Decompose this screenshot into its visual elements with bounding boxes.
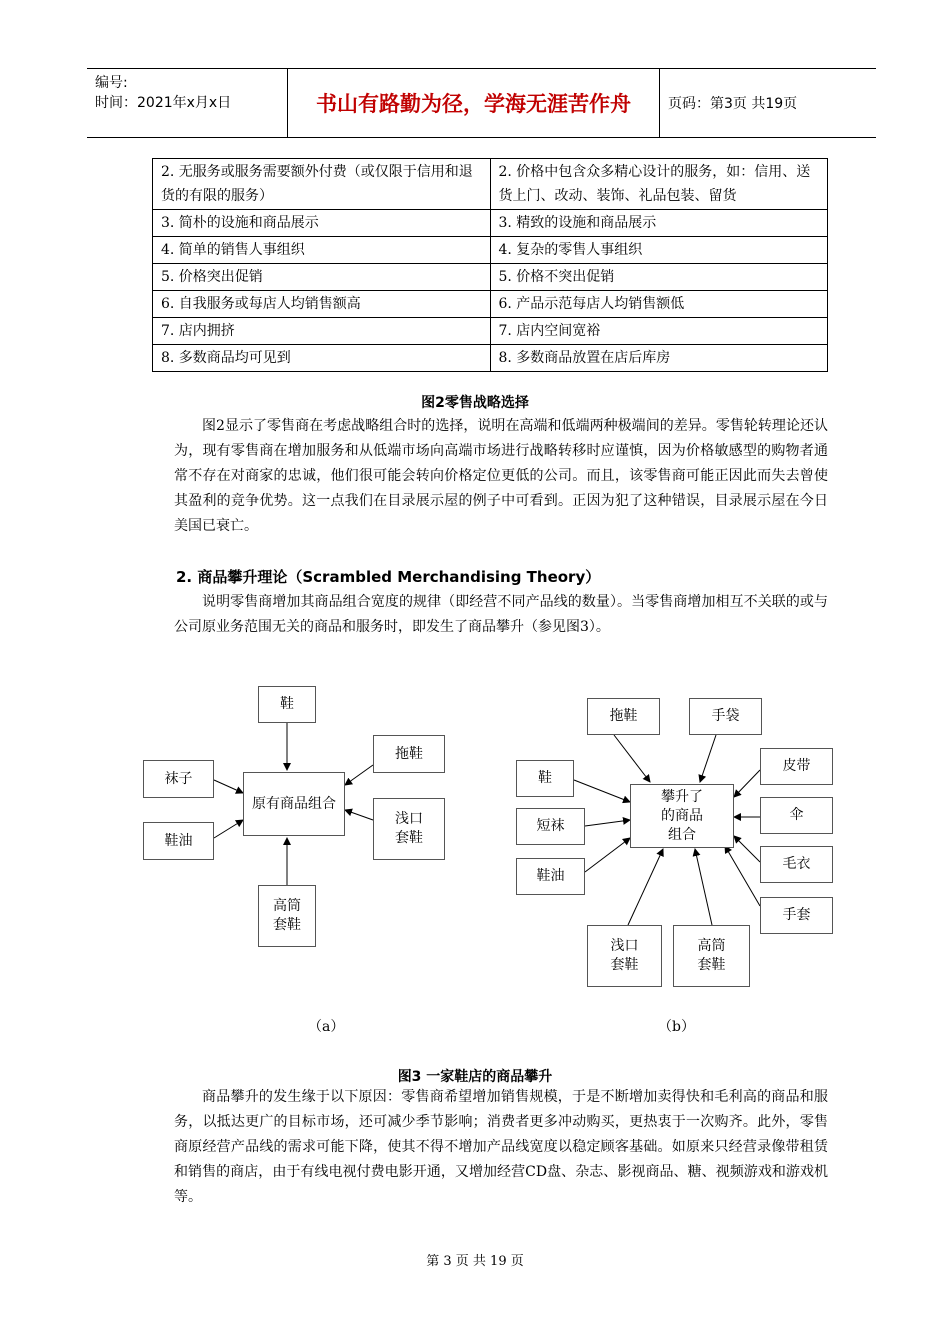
diagram-b-item-low-boots-text: 浅口套鞋: [610, 938, 639, 973]
fig2-caption: 图2零售战略选择: [421, 395, 529, 411]
diagram-b-center-text: 攀升了的商品组合: [661, 788, 703, 843]
table-cell-high-end: 8. 多数商品放置在店后库房: [490, 345, 828, 372]
table-cell-high-end: 7. 店内空间宽裕: [490, 318, 828, 345]
diagram-a-item-slippers: 拖鞋: [373, 735, 445, 773]
diagram-a-item-low-boots: [373, 798, 445, 860]
header-page-label: 页码：第3页 共19页: [668, 96, 798, 112]
diagram-b-item-high-boots-text: 高筒套鞋: [697, 938, 726, 973]
table-cell-low-end: 3. 简朴的设施和商品展示: [153, 210, 491, 237]
table-cell-low-end: 7. 店内拥挤: [153, 318, 491, 345]
paragraph-1: 图2显示了零售商在考虑战略组合时的选择，说明在高端和低端两种极端间的差异。零售轮转理论还认为，现有零售商在增加服务和从低端市场向高端市场进行战略转移时应谨慎，因为价格敏感型的购物者通常不存在对商家的忠诚，他们很可能会转向价格定位更低的公司。而且，该零售商可能正因此而失去曾使其盈利的竞争优势。这一点我们在目录展示屋的例子中可看到。正因为犯了这种错误，目录展示屋在今日美国已衰亡。: [174, 418, 828, 534]
diagram-b-item-sweater: 毛衣: [760, 846, 833, 883]
diagram-a-item-high-boots: [258, 885, 316, 947]
table-cell-high-end: 5. 价格不突出促销: [490, 264, 828, 291]
header-motto: 书山有路勤为径，学海无涯苦作舟: [288, 69, 660, 137]
diagram-a-center: 原有商品组合: [243, 772, 345, 836]
diagram-a-item-socks: 袜子: [143, 760, 214, 798]
diagram-a-label: （a）: [308, 1019, 345, 1035]
diagram-b-item-umbrella: 伞: [760, 797, 833, 834]
table-cell-low-end: 2. 无服务或服务需要额外付费（或仅限于信用和退货的有限的服务）: [153, 159, 491, 210]
diagram-b-item-low-boots: [587, 925, 662, 987]
diagram-b-item-handbag: 手袋: [689, 698, 762, 735]
serial-label: 编号:: [95, 75, 128, 91]
diagram-b-item-gloves: 手套: [760, 897, 833, 934]
table-cell-low-end: 8. 多数商品均可见到: [153, 345, 491, 372]
diagram-b-item-slippers: 拖鞋: [587, 698, 660, 735]
table-cell-high-end: 2. 价格中包含众多精心设计的服务，如：信用、送货上门、改动、装饰、礼品包装、留货: [490, 159, 828, 210]
fig3-caption: 图3 一家鞋店的商品攀升: [397, 1069, 553, 1085]
table-cell-low-end: 6. 自我服务或每店人均销售额高: [153, 291, 491, 318]
time-label: 时间：2021年x月x日: [95, 95, 232, 111]
section-title: 2. 商品攀升理论（Scrambled Merchandising Theory）: [176, 568, 601, 586]
diagram-b-item-short-socks: 短袜: [516, 808, 585, 845]
page-footer: 第 3 页 共 19 页: [426, 1254, 524, 1269]
table-cell-low-end: 5. 价格突出促销: [153, 264, 491, 291]
diagram-a-item-low-boots-text: 浅口套鞋: [395, 811, 423, 846]
diagram-b-center: [630, 784, 734, 848]
diagram-a-item-high-boots-text: 高筒套鞋: [273, 898, 301, 933]
paragraph-3: 商品攀升的发生缘于以下原因：零售商希望增加销售规模，于是不断增加卖得快和毛利高的商品和服务，以抵达更广的目标市场，还可减少季节影响；消费者更多冲动购买，更热衷于一次购齐。此外，零售商原经营产品线的需求可能下降，使其不得不增加产品线宽度以稳定顾客基础。如原来只经营录像带租赁和销售的商店，由于有线电视付费电影开通，又增加经营CD盘、杂志、影视商品、糖、视频游戏和游戏机等。: [174, 1089, 828, 1205]
paragraph-2: 说明零售商增加其商品组合宽度的规律（即经营不同产品线的数量）。当零售商增加相互不关联的或与公司原业务范围无关的商品和服务时，即发生了商品攀升（参见图3）。: [174, 594, 828, 635]
diagram-b-item-belt: 皮带: [760, 748, 833, 785]
diagram-b-item-shoes: 鞋: [516, 760, 574, 797]
table-cell-low-end: 4. 简单的销售人事组织: [153, 237, 491, 264]
diagram-a-item-shoes: 鞋: [258, 686, 316, 723]
diagram-b-item-high-boots: [673, 925, 750, 987]
diagram-b-item-polish: 鞋油: [516, 858, 585, 895]
diagram-a-item-polish: 鞋油: [143, 822, 214, 860]
table-cell-high-end: 6. 产品示范每店人均销售额低: [490, 291, 828, 318]
diagram-b-label: （b）: [658, 1019, 695, 1035]
table-cell-high-end: 4. 复杂的零售人事组织: [490, 237, 828, 264]
table-cell-high-end: 3. 精致的设施和商品展示: [490, 210, 828, 237]
